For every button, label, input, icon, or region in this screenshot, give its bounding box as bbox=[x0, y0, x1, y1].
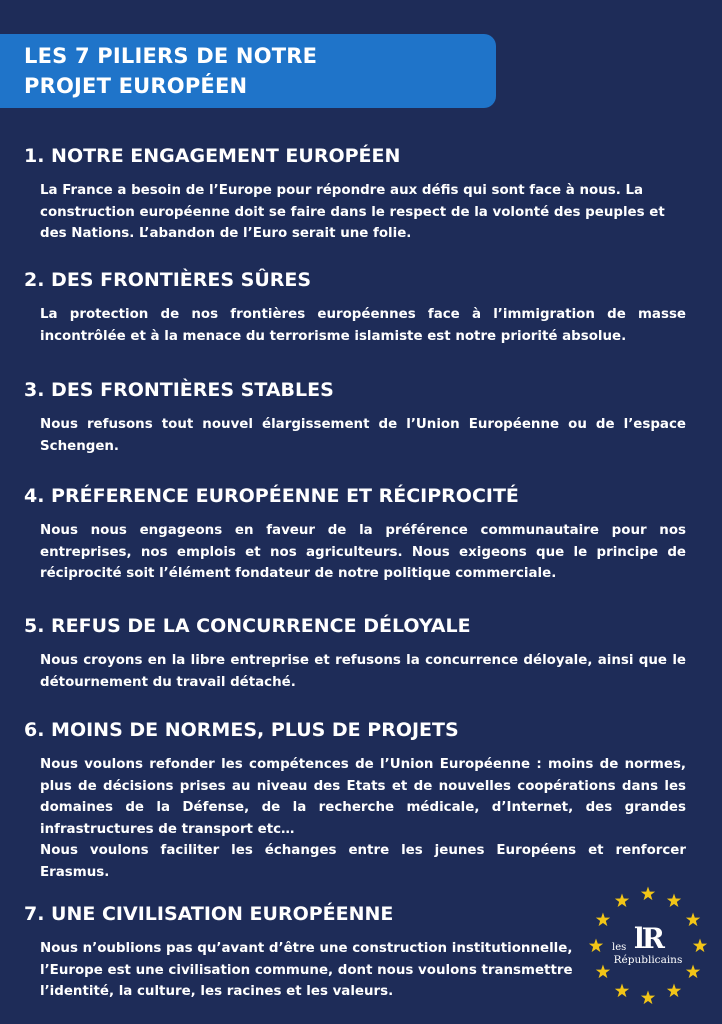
star-icon bbox=[615, 984, 629, 998]
pillar-3-text bbox=[40, 414, 686, 457]
pillar-7-title: 7. UNE CIVILISATION EUROPÉENNE bbox=[24, 903, 394, 925]
pillar-4 bbox=[24, 484, 686, 585]
pillar-1-text bbox=[40, 180, 686, 245]
star-icon bbox=[596, 965, 610, 979]
pillar-1-paragraph: La France a besoin de l’Europe pour répondre aux défis qui sont face à nous. La construction européenne doit se faire dans le respect de la volonté des peuples et des Nations. L’abandon de l’Euro serait une folie. bbox=[40, 183, 665, 241]
pillar-6-paragraph-1: Nous voulons refonder les compétences de l’Union Européenne : moins de normes, plus de décisions prises au niveau des Etats et de nouvelles coopérations dans les domaines de la Défense, de la recherche médicale, d’Internet, des grandes infrastructures de transport etc… bbox=[40, 757, 686, 837]
pillar-1-title: 1. NOTRE ENGAGEMENT EUROPÉEN bbox=[24, 145, 401, 167]
star-icon bbox=[641, 887, 655, 901]
pillar-5 bbox=[24, 614, 686, 693]
pillar-4-title: 4. PRÉFERENCE EUROPÉENNE ET RÉCIPROCITÉ bbox=[24, 485, 519, 507]
star-icon bbox=[615, 893, 629, 907]
logo-text-les: les bbox=[612, 942, 627, 953]
logo-mark: lR bbox=[634, 922, 662, 955]
pillar-3-title: 3. DES FRONTIÈRES STABLES bbox=[24, 379, 334, 401]
pillar-4-paragraph: Nous nous engageons en faveur de la préférence communautaire pour nos entreprises, nos emplois et nos agriculteurs. Nous exigeons que le principe de réciprocité soit l’élément fondateur de notre politique commerciale. bbox=[40, 523, 686, 581]
pillar-7-paragraph: Nous n’oublions pas qu’avant d’être une construction institutionnelle, l’Europe est une civilisation commune, dont nous voulons transmettre l’identité, la culture, les racines et les valeurs. bbox=[40, 941, 573, 999]
pillar-4-text bbox=[40, 520, 686, 585]
star-icon bbox=[641, 991, 655, 1005]
pillar-7-text bbox=[40, 938, 584, 1003]
pillar-7 bbox=[24, 902, 584, 1003]
logo-text-republicains: Républicains bbox=[613, 954, 683, 966]
pillar-6-title: 6. MOINS DE NORMES, PLUS DE PROJETS bbox=[24, 719, 459, 741]
pillar-2-title: 2. DES FRONTIÈRES SÛRES bbox=[24, 269, 312, 291]
pillar-6-paragraph-2: Nous voulons faciliter les échanges entre les jeunes Européens et renforcer Erasmus. bbox=[40, 843, 686, 880]
star-icon bbox=[667, 984, 681, 998]
star-icon bbox=[667, 893, 681, 907]
star-icon bbox=[686, 965, 700, 979]
pillar-3-paragraph: Nous refusons tout nouvel élargissement de l’Union Européenne ou de l’espace Schengen. bbox=[40, 417, 686, 454]
les-republicains-logo bbox=[586, 884, 710, 1008]
pillar-6 bbox=[24, 718, 686, 883]
pillar-5-title: 5. REFUS DE LA CONCURRENCE DÉLOYALE bbox=[24, 615, 471, 637]
pillar-2-paragraph: La protection de nos frontières européennes face à l’immigration de masse incontrôlée et à la menace du terrorisme islamiste est notre priorité absolue. bbox=[40, 307, 686, 344]
pillar-3 bbox=[24, 378, 686, 457]
banner-title-line-1: LES 7 PILIERS DE NOTRE bbox=[24, 44, 318, 68]
pillar-1 bbox=[24, 144, 686, 245]
pillar-5-text bbox=[40, 650, 686, 693]
pillar-5-paragraph: Nous croyons en la libre entreprise et refusons la concurrence déloyale, ainsi que le détournement du travail détaché. bbox=[40, 653, 686, 690]
banner-title-line-2: PROJET EUROPÉEN bbox=[24, 74, 248, 98]
pillar-2-text bbox=[40, 304, 686, 347]
pillar-6-text bbox=[40, 754, 686, 883]
pillar-2 bbox=[24, 268, 686, 347]
title-banner bbox=[0, 34, 496, 108]
